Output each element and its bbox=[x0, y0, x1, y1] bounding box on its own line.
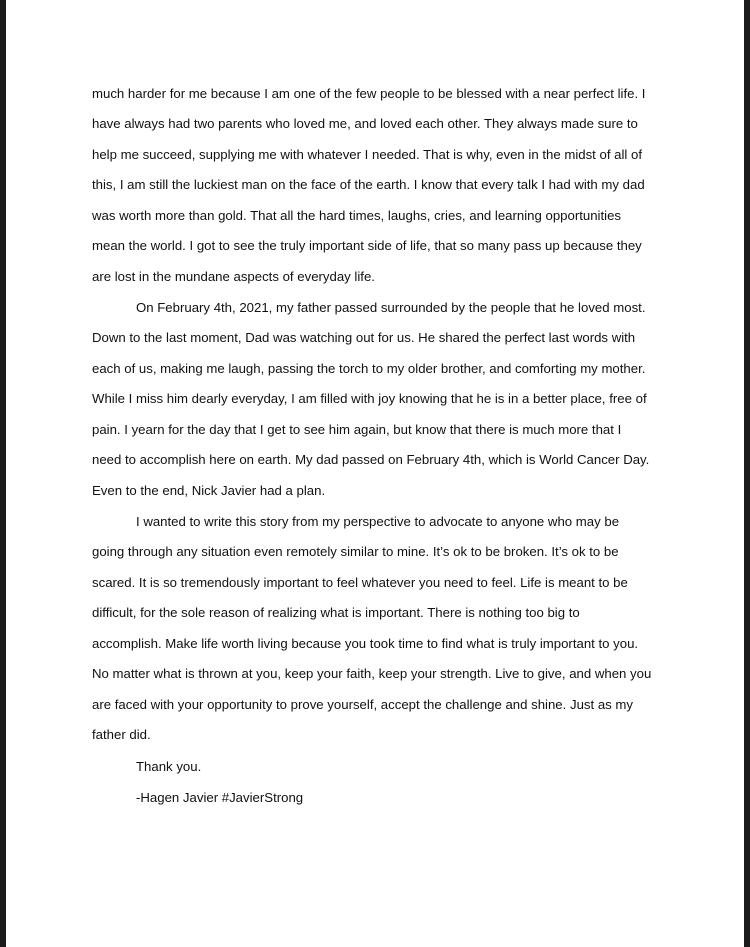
closing-line: Thank you. bbox=[136, 759, 202, 774]
paragraph-1-line-1: much harder for me because I am one of the few people to be blessed with a near perfect life. I bbox=[92, 86, 646, 101]
paragraph-2-line-7: Even to the end, Nick Javier had a plan. bbox=[92, 483, 326, 498]
paragraph-2-line-1: On February 4th, 2021, my father passed surrounded by the people that he loved most. bbox=[136, 300, 646, 315]
paragraph-3-line-8: father did. bbox=[92, 727, 151, 742]
document-page bbox=[6, 0, 744, 947]
paragraph-2-line-5: pain. I yearn for the day that I get to see him again, but know that there is much more that I bbox=[92, 422, 622, 437]
paragraph-3-line-5: accomplish. Make life worth living because you took time to find what is truly important to you. bbox=[92, 636, 639, 651]
paragraph-2-line-4: While I miss him dearly everyday, I am filled with joy knowing that he is in a better place, free of bbox=[92, 391, 647, 406]
paragraph-3-line-7: are faced with your opportunity to prove yourself, accept the challenge and shine. Just as my bbox=[92, 697, 633, 712]
paragraph-1-line-2: have always had two parents who loved me, and loved each other. They always made sure to bbox=[92, 116, 638, 131]
paragraph-1-line-6: mean the world. I got to see the truly important side of life, that so many pass up because they bbox=[92, 238, 642, 253]
paragraph-3-line-4: difficult, for the sole reason of realizing what is important. There is nothing too big to bbox=[92, 605, 580, 620]
paragraph-1-line-5: was worth more than gold. That all the hard times, laughs, cries, and learning opportunities bbox=[92, 208, 622, 223]
paragraph-2-line-3: each of us, making me laugh, passing the torch to my older brother, and comforting my mother. bbox=[92, 361, 646, 376]
paragraph-2-line-6: need to accomplish here on earth. My dad passed on February 4th, which is World Cancer Day. bbox=[92, 452, 650, 467]
paragraph-1-line-4: this, I am still the luckiest man on the face of the earth. I know that every talk I had with my dad bbox=[92, 177, 645, 192]
paragraph-1-line-7: are lost in the mundane aspects of everyday life. bbox=[92, 269, 375, 284]
paragraph-1-line-3: help me succeed, supplying me with whatever I needed. That is why, even in the midst of all of bbox=[92, 147, 643, 162]
paragraph-2-line-2: Down to the last moment, Dad was watching out for us. He shared the perfect last words with bbox=[92, 330, 636, 345]
signature-line: -Hagen Javier #JavierStrong bbox=[136, 790, 304, 805]
paragraph-3-line-2: going through any situation even remotely similar to mine. It’s ok to be broken. It’s ok to be bbox=[92, 544, 619, 559]
paragraph-3-line-3: scared. It is so tremendously important to feel whatever you need to feel. Life is meant to be bbox=[92, 575, 628, 590]
paragraph-3-line-1: I wanted to write this story from my perspective to advocate to anyone who may be bbox=[136, 514, 620, 529]
paragraph-3-line-6: No matter what is thrown at you, keep your faith, keep your strength. Live to give, and when you bbox=[92, 666, 652, 681]
